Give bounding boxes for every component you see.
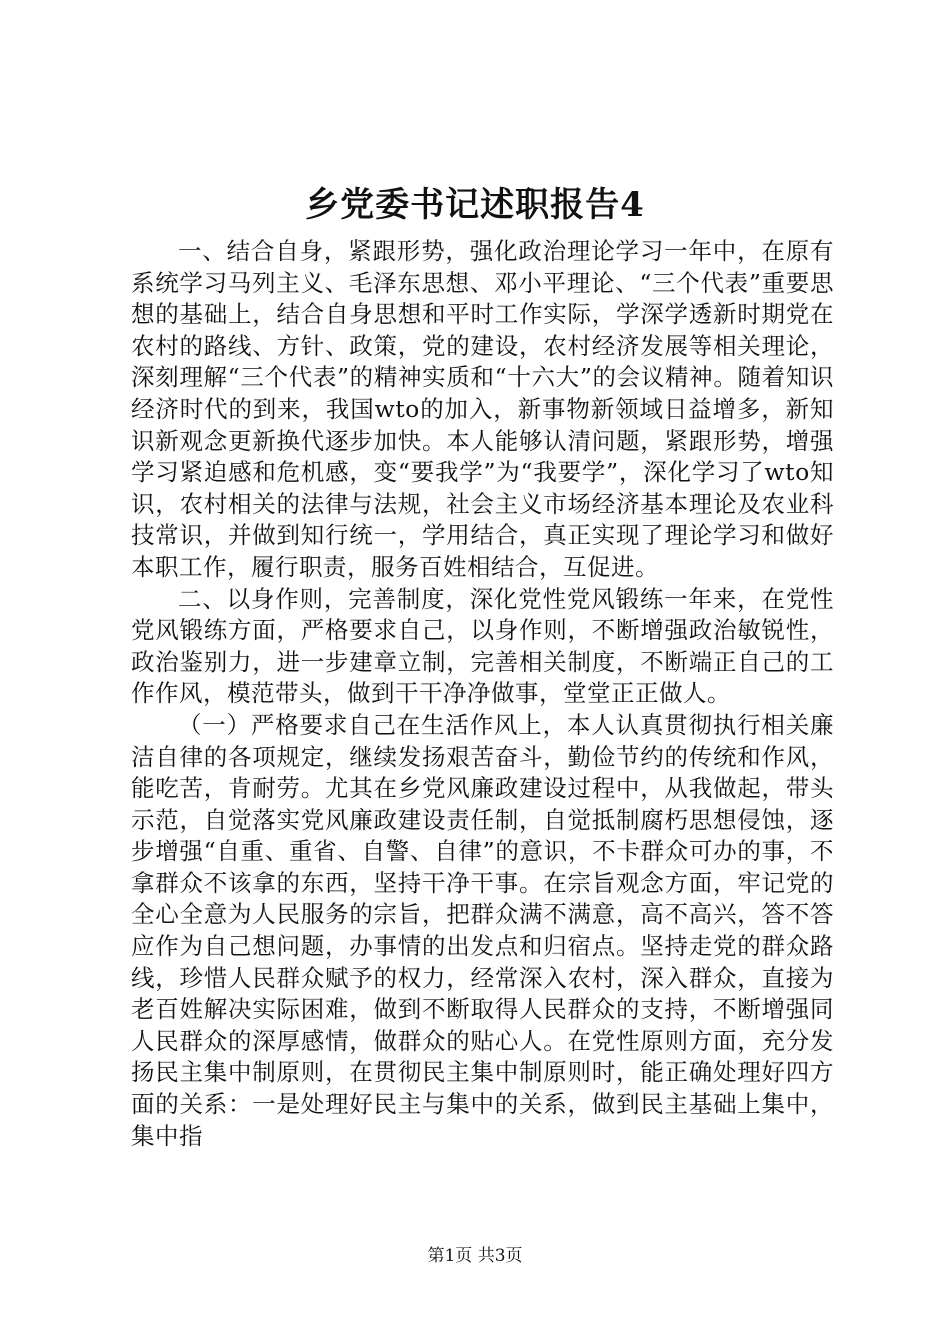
page-footer: 第1页 共3页 — [427, 1246, 523, 1266]
document-body — [131, 236, 834, 1152]
document-title: 乡党委书记述职报告4 — [305, 185, 645, 225]
paragraph-1: 一、结合自身，紧跟形势，强化政治理论学习一年中，在原有系统学习马列主义、毛泽东思想、邓小平理论、“三个代表”重要思想的基础上，结合自身思想和平时工作实际，学深学透新时期党在农村的路线、方针、政策，党的建设，农村经济发展等相关理论，深刻理解“三个代表”的精神实质和“十六大”的会议精神。随着知识经济时代的到来，我国wto的加入，新事物新领域日益增多，新知识新观念更新换代逐步加快。本人能够认清问题，紧跟形势，增强学习紧迫感和危机感，变“要我学”为“我要学”，深化学习了wto知识，农村相关的法律与法规，社会主义市场经济基本理论及农业科技常识，并做到知行统一，学用结合，真正实现了理论学习和做好本职工作，履行职责，服务百姓相结合，互促进。 — [131, 237, 834, 581]
paragraph-2: 二、以身作则，完善制度，深化党性党风锻练一年来，在党性党风锻练方面，严格要求自己，以身作则，不断增强政治敏锐性，政治鉴别力，进一步建章立制，完善相关制度，不断端正自己的工作作风，模范带头，做到干干净净做事，堂堂正正做人。 — [131, 584, 834, 708]
paragraph-3: （一）严格要求自己在生活作风上，本人认真贯彻执行相关廉洁自律的各项规定，继续发扬艰苦奋斗，勤俭节约的传统和作风，能吃苦，肯耐劳。尤其在乡党风廉政建设过程中，从我做起，带头示范，自觉落实党风廉政建设责任制，自觉抵制腐朽思想侵蚀，逐步增强“自重、重省、自警、自律”的意识，不卡群众可办的事，不拿群众不该拿的东西，坚持干净干事。在宗旨观念方面，牢记党的全心全意为人民服务的宗旨，把群众满不满意，高不高兴，答不答应作为自己想问题，办事情的出发点和归宿点。坚持走党的群众路线，珍惜人民群众赋予的权力，经常深入农村，深入群众，直接为老百姓解决实际困难，做到不断取得人民群众的支持，不断增强同人民群众的深厚感情，做群众的贴心人。在党性原则方面，充分发扬民主集中制原则，在贯彻民主集中制原则时，能正确处理好四方面的关系：一是处理好民主与集中的关系，做到民主基础上集中，集中指 — [131, 710, 834, 1150]
